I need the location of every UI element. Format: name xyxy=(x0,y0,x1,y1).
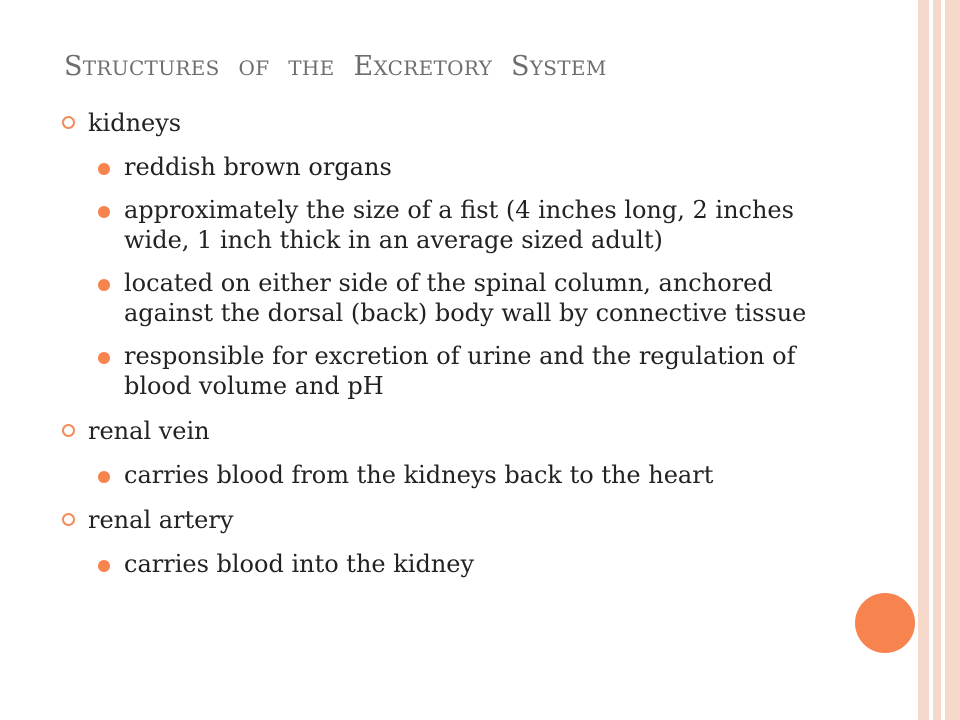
bullet-item xyxy=(98,268,832,328)
decor-stripe xyxy=(918,0,929,720)
bullet-text: located on either side of the spinal column, anchored against the dorsal (back) body wall by connective tissue xyxy=(124,269,807,327)
decor-stripe xyxy=(933,0,941,720)
dot-bullet-icon xyxy=(98,560,110,572)
bullet-text: reddish brown organs xyxy=(124,153,392,181)
bullet-item xyxy=(98,549,832,579)
bullet-item xyxy=(98,152,832,182)
title-word xyxy=(64,51,220,82)
bullet-text: carries blood from the kidneys back to the heart xyxy=(124,461,714,489)
slide-body xyxy=(62,106,832,592)
bullet-item xyxy=(98,341,832,401)
ring-bullet-icon xyxy=(62,424,75,437)
bullet-text: responsible for excretion of urine and the regulation of blood volume and pH xyxy=(124,342,796,400)
title-word xyxy=(353,51,492,82)
dot-bullet-icon xyxy=(98,206,110,218)
section-heading-renal-artery xyxy=(62,503,832,537)
title-initial: S xyxy=(64,51,83,82)
bullet-item xyxy=(98,460,832,490)
title-rest: THE xyxy=(288,56,335,80)
slide-title xyxy=(64,51,617,82)
title-initial: E xyxy=(353,51,374,82)
title-rest: YSTEM xyxy=(529,56,607,80)
section-heading-text: kidneys xyxy=(88,109,182,137)
title-rest: XCRETORY xyxy=(373,56,493,80)
title-word xyxy=(288,51,334,82)
decor-stripe xyxy=(945,0,960,720)
bullet-text: carries blood into the kidney xyxy=(124,550,475,578)
section-heading-text: renal vein xyxy=(88,417,210,445)
bullet-text: approximately the size of a fist (4 inches long, 2 inches wide, 1 inch thick in an average sized adult) xyxy=(124,196,794,254)
dot-bullet-icon xyxy=(98,352,110,364)
title-word xyxy=(511,51,607,82)
title-initial: S xyxy=(510,51,530,82)
dot-bullet-icon xyxy=(98,279,110,291)
title-word xyxy=(239,51,270,82)
section-heading-renal-vein xyxy=(62,414,832,448)
section-heading-kidneys xyxy=(62,106,832,140)
bullet-item xyxy=(98,195,832,255)
section-heading-text: renal artery xyxy=(88,506,234,534)
title-rest: TRUCTURES xyxy=(82,56,220,80)
dot-bullet-icon xyxy=(98,471,110,483)
title-rest: OF xyxy=(238,56,270,80)
ring-bullet-icon xyxy=(62,513,75,526)
dot-bullet-icon xyxy=(98,163,110,175)
decor-circle xyxy=(855,593,915,653)
ring-bullet-icon xyxy=(62,116,75,129)
